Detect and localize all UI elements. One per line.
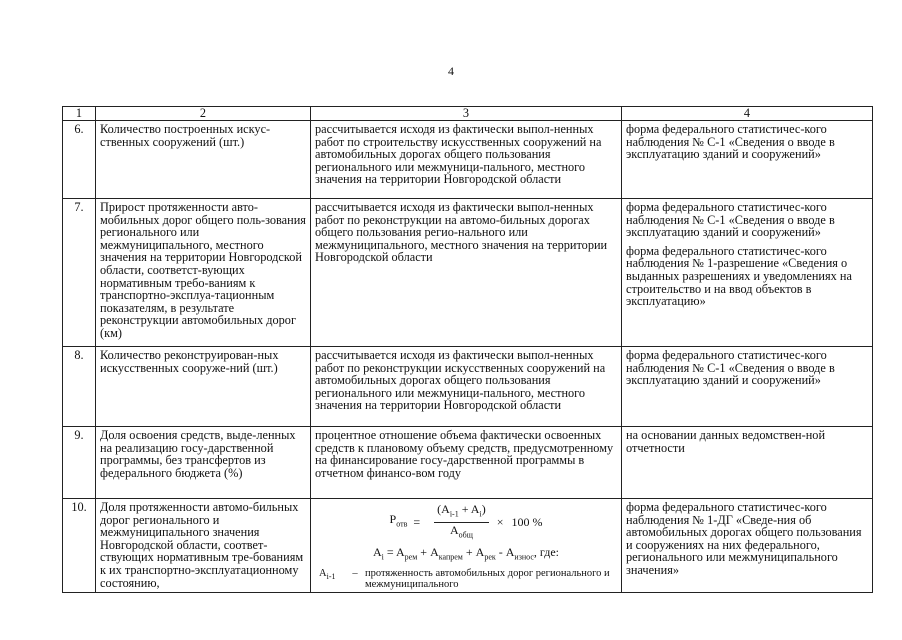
page-number: 4 [448,64,454,78]
data-source [622,427,873,499]
row-number: 10. [63,499,96,593]
data-source [622,347,873,427]
table-row [63,199,873,347]
column-header-4: 4 [622,107,873,121]
calculation-method: рассчитывается исходя из фактически выпол-ненных работ по реконструкции на автомо-бильных дорогах общего пользования регио-нального или межмуниципального, местного значения на территории Новгородской области [311,199,622,347]
data-source-item: форма федерального статистичес-кого наблюдения № С-1 «Сведения о вводе в эксплуатацию зданий и сооружений» [626,122,835,162]
row-number: 6. [63,121,96,199]
calculation-method: рассчитывается исходя из фактически выпол-ненных работ по строительству искусственных сооружений на автомобильных дорогах общего пользования регионального или межмуници-пального, местного значения на территории Новгородской области [311,121,622,199]
data-source [622,199,873,347]
row-number: 7. [63,199,96,347]
data-source [622,121,873,199]
formula-fraction: $\frac{(A_{i-1} + A_i)}{A_{общ}}$ [434,503,489,542]
indicator-name: Доля освоения средств, выде-ленных на реализацию госу-дарственной программы, без трансфертов из федерального бюджета (%) [96,427,311,499]
data-source-item: форма федерального статистичес-кого наблюдения № 1-ДГ «Сведе-ния об автомобильных дорогах общего пользования и сооружениях на них федерального, регионального или межмуниципального значения» [626,500,862,577]
indicator-name: Количество построенных искус-ственных сооружений (шт.) [96,121,311,199]
indicator-name: Прирост протяженности авто-мобильных дорог общего поль-зования регионального или межмуниципального, местного значения на территории Новгородской области, соответст-вующих нормативным требо-ваниям к транспортно-эксплуа-тационным показателям, в результате реконструкции автомобильных дорог (км) [96,199,311,347]
table-row [63,427,873,499]
row-number: 9. [63,427,96,499]
indicators-table [62,106,873,593]
indicator-name: Доля протяженности автомо-бильных дорог регионального и межмуниципального значения Новгородской области, соответ-ствующих нормативным тре-бованиям к их транспортно-эксплуатационному состоянию, [96,499,311,593]
indicator-name: Количество реконструирован-ных искусственных сооруже-ний (шт.) [96,347,311,427]
formula-lhs: $P_{отв}$ [389,512,408,529]
calculation-method: рассчитывается исходя из фактически выпол-ненных работ по реконструкции искусственных сооружений на автомобильных дорогах общего пользования регионального или межмуници-пального, местного значения на территории Новгородской области [311,347,622,427]
data-source-item: на основании данных ведомствен-ной отчетности [626,428,826,455]
column-header-1: 1 [63,107,96,121]
table-row [63,121,873,199]
formula-variable-definition: $A_{i-1}$ – протяженность автомобильных дорог регионального и межмуниципального [319,567,610,590]
data-source-item: форма федерального статистичес-кого наблюдения № С-1 «Сведения о вводе в эксплуатацию зданий и сооружений» [626,348,835,388]
data-source-item: форма федерального статистичес-кого наблюдения № С-1 «Сведения о вводе в эксплуатацию зданий и сооружений» [626,200,835,240]
column-header-3: 3 [311,107,622,121]
table-row [63,499,873,593]
column-header-2: 2 [96,107,311,121]
table-row [63,347,873,427]
calculation-method: процентное отношение объема фактически освоенных средств к плановому объему средств, предусмотренному на финансирование госу-дарственной программы в отчетном финансо-вом году [311,427,622,499]
data-source [622,499,873,593]
formula-definition: $A_i = A_{рем} + A_{капрем} + A_{рек} - A_{износ}$, где: [372,544,559,562]
table-header-row [63,107,873,121]
calculation-formula [311,499,622,593]
data-source-item: форма федерального статистичес-кого наблюдения № 1-разрешение «Сведения о выданных разрешениях и уведомлениях на строительство и на ввод объектов в эксплуатацию» [626,243,852,309]
formula-main: $P_{отв}$ = $\frac{(A_{i-1} + A_i)}{A_{общ}}$ × 100 % [315,503,617,542]
row-number: 8. [63,347,96,427]
